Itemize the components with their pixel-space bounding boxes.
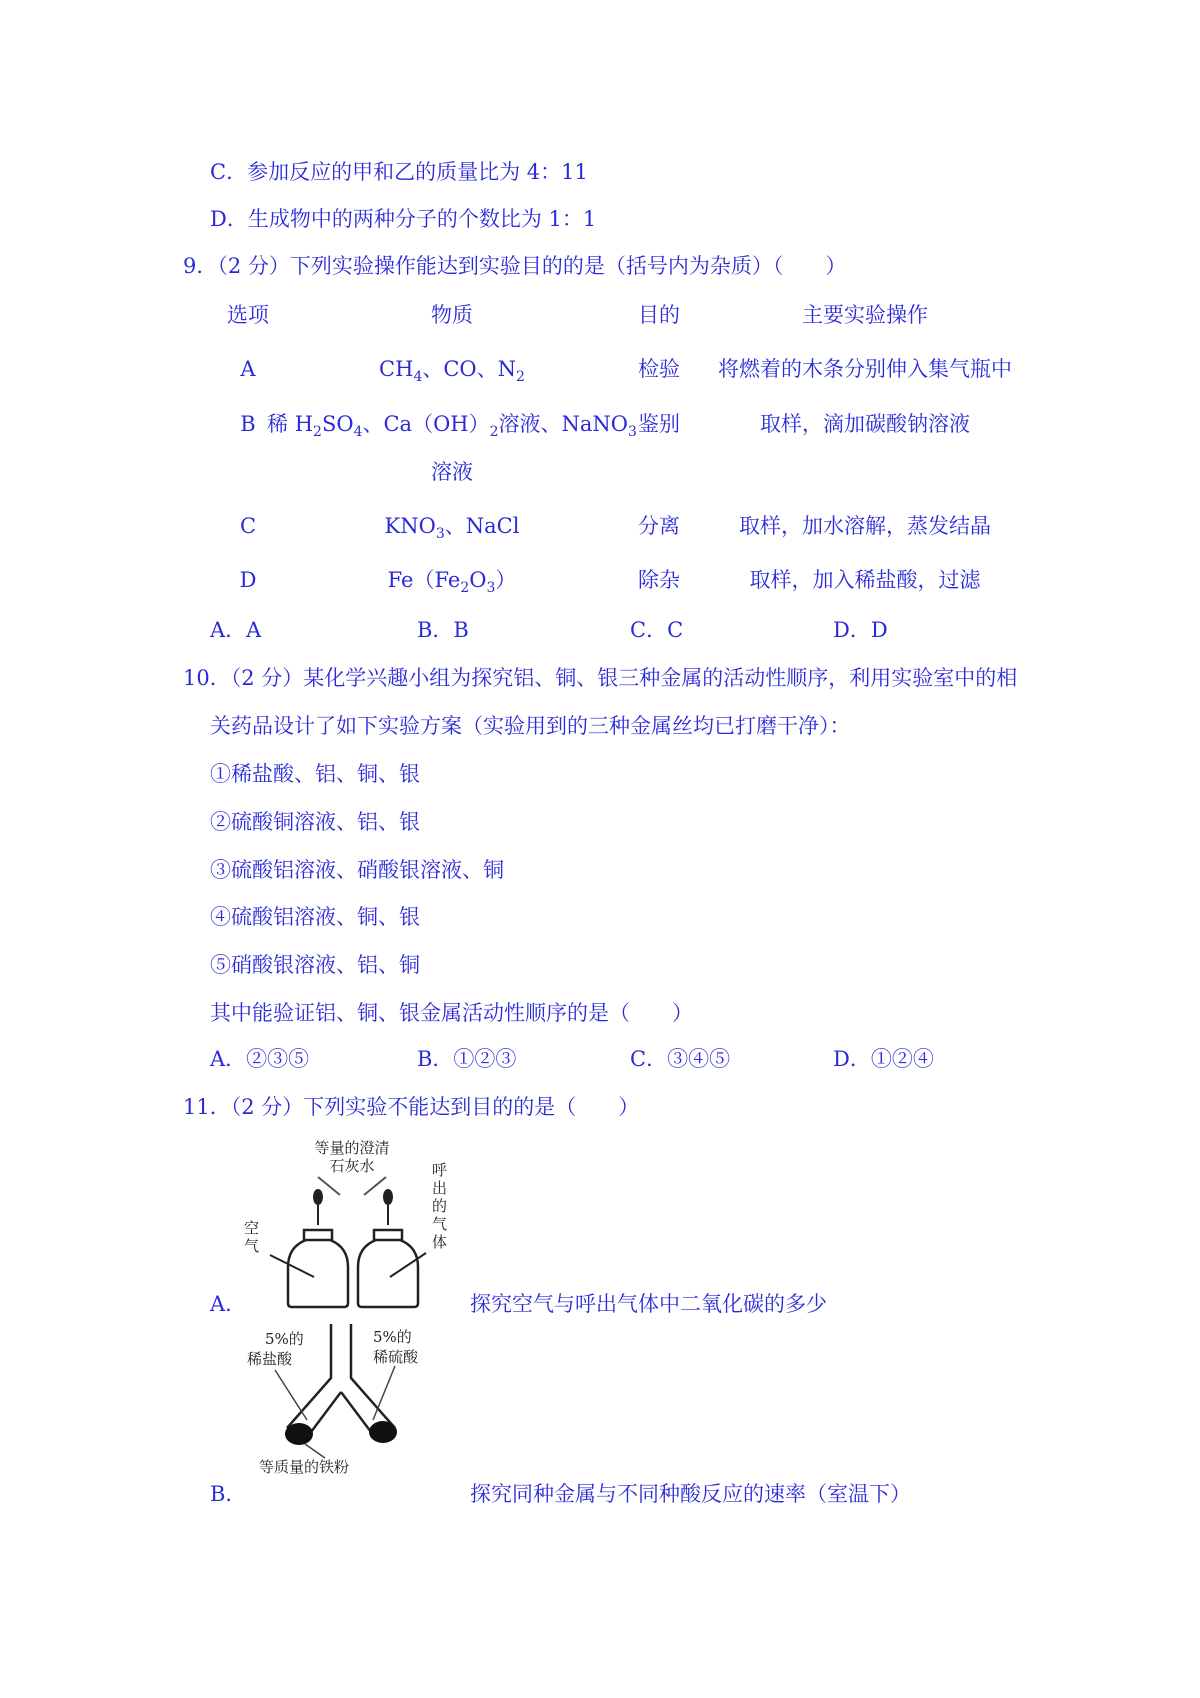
table-row-b-operation: 取样，滴加碳酸钠溶液 — [760, 412, 970, 436]
q10-scheme-4: ④硫酸铝溶液、铜、银 — [210, 905, 420, 929]
table-row-a-substance: $CH_4$、CO、$N_2$ — [379, 357, 525, 385]
q11-figure-b — [245, 1320, 445, 1480]
svg-text:体: 体 — [432, 1233, 448, 1251]
fig-b-label-right1: 5%的 — [373, 1328, 412, 1346]
q9-stem: 9．（2 分）下列实验操作能达到实验目的的是（括号内为杂质）（ ） — [183, 254, 847, 278]
table-row-b-purpose: 鉴别 — [638, 412, 680, 436]
table-header-option: 选项 — [227, 303, 269, 327]
table-row-d-operation: 取样，加入稀盐酸，过滤 — [749, 568, 981, 592]
table-row-d-purpose: 除杂 — [638, 568, 680, 592]
table-row-c-operation: 取样，加水溶解，蒸发结晶 — [739, 514, 991, 538]
q10-scheme-5: ⑤硝酸银溶液、铝、铜 — [210, 953, 420, 977]
svg-text:出: 出 — [432, 1179, 448, 1197]
svg-text:气: 气 — [432, 1215, 448, 1233]
q9-answer-d[interactable]: D．D — [833, 618, 888, 642]
table-row-d-substance: $Fe(Fe_2O_3)$ — [387, 568, 517, 596]
q10-scheme-2: ②硫酸铜溶液、铝、银 — [210, 810, 420, 834]
table-row-d-option: D — [239, 568, 257, 592]
table-row-a-purpose: 检验 — [638, 357, 680, 381]
q10-stem-line2: 关药品设计了如下实验方案（实验用到的三种金属丝均已打磨干净）： — [210, 714, 851, 738]
q8-option-d: D．生成物中的两种分子的个数比为 1：1 — [210, 207, 597, 231]
gas-bottle-icon — [270, 1230, 426, 1307]
iron-powder-icon — [285, 1421, 397, 1445]
svg-text:的: 的 — [432, 1197, 448, 1215]
fig-b-label-left1: 5%的 — [265, 1330, 304, 1348]
q10-answer-c[interactable]: C．③④⑤ — [630, 1047, 731, 1071]
q10-stem-line1: 10．（2 分）某化学兴趣小组为探究铝、铜、银三种金属的活动性顺序，利用实验室中的相 — [183, 666, 1018, 690]
table-row-c-substance: $KNO_3$、NaCl — [384, 514, 520, 542]
table-row-c-purpose: 分离 — [638, 514, 680, 538]
q9-answer-b[interactable]: B．B — [417, 618, 469, 642]
fig-b-label-right2: 稀硫酸 — [373, 1348, 419, 1366]
fig-a-label-right — [432, 1161, 447, 1251]
table-row-b-substance: 稀 $H_2SO_4$、$Ca(OH)_2$溶液、NaNO$_3$ — [267, 412, 637, 440]
svg-text:空: 空 — [244, 1219, 260, 1237]
fig-a-label-top1: 等量的澄清 — [314, 1139, 390, 1157]
dropper-icon — [314, 1177, 392, 1225]
fig-a-label-left — [244, 1219, 259, 1255]
q10-answer-a[interactable]: A．②③⑤ — [210, 1047, 310, 1071]
q8-option-c: C．参加反应的甲和乙的质量比为 4：11 — [210, 160, 588, 184]
svg-text:气: 气 — [244, 1237, 260, 1255]
table-row-c-option: C — [239, 514, 257, 538]
q10-answer-d[interactable]: D．①②④ — [833, 1047, 934, 1071]
fig-b-label-left2: 稀盐酸 — [247, 1350, 293, 1368]
svg-text:呼: 呼 — [432, 1161, 448, 1179]
q11-figure-a — [240, 1135, 470, 1315]
table-row-b-option: B — [240, 412, 256, 436]
table-row-b-substance-line2: 溶液 — [431, 460, 473, 484]
q10-answer-b[interactable]: B．①②③ — [417, 1047, 517, 1071]
table-header-purpose: 目的 — [638, 303, 680, 327]
q11-option-a-text: 探究空气与呼出气体中二氧化碳的多少 — [470, 1292, 827, 1316]
table-row-a-option: A — [240, 357, 256, 381]
q10-question: 其中能验证铝、铜、银金属活动性顺序的是（ ） — [210, 1001, 693, 1025]
q11-stem: 11．（2 分）下列实验不能达到目的的是（ ） — [183, 1095, 640, 1119]
q10-scheme-3: ③硫酸铝溶液、硝酸银溶液、铜 — [210, 858, 504, 882]
q10-scheme-1: ①稀盐酸、铝、铜、银 — [210, 762, 420, 786]
table-header-operation: 主要实验操作 — [802, 303, 928, 327]
fig-a-label-top2: 石灰水 — [329, 1157, 375, 1175]
table-header-substance: 物质 — [431, 303, 473, 327]
fig-b-label-bottom: 等质量的铁粉 — [259, 1458, 350, 1476]
q9-answer-a[interactable]: A．A — [210, 618, 262, 642]
table-row-a-operation: 将燃着的木条分别伸入集气瓶中 — [718, 357, 1012, 381]
q11-option-a-label[interactable]: A． — [210, 1292, 247, 1316]
q11-option-b-text: 探究同种金属与不同种酸反应的速率（室温下） — [470, 1482, 911, 1506]
q9-answer-c[interactable]: C．C — [630, 618, 684, 642]
q11-option-b-label[interactable]: B． — [210, 1482, 247, 1506]
